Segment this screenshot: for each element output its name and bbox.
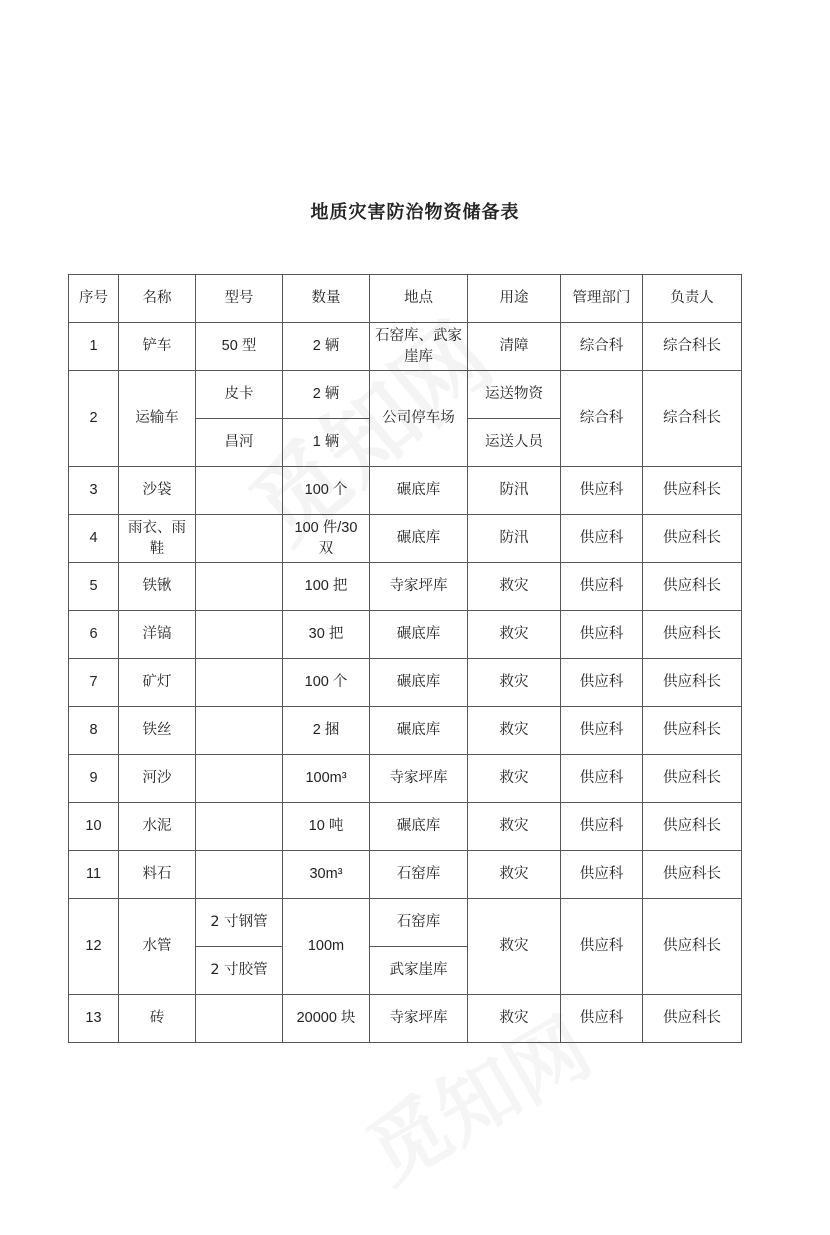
item-quantity: 2 辆 [283, 371, 370, 419]
header-row [69, 275, 742, 323]
item-quantity: 30m³ [283, 851, 370, 899]
item-use: 救灾 [468, 995, 561, 1043]
row-number: 1 [69, 323, 119, 371]
item-department: 供应科 [561, 899, 643, 995]
row-number: 10 [69, 803, 119, 851]
item-owner: 供应科长 [643, 515, 742, 563]
row-number: 7 [69, 659, 119, 707]
item-model [196, 611, 283, 659]
item-location: 碾底库 [370, 467, 468, 515]
item-model [196, 803, 283, 851]
table-row [69, 323, 742, 371]
item-model [196, 563, 283, 611]
header-cell: 序号 [69, 275, 119, 323]
item-quantity: 100m³ [283, 755, 370, 803]
row-number: 2 [69, 371, 119, 467]
item-department: 供应科 [561, 707, 643, 755]
row-number: 6 [69, 611, 119, 659]
item-model [196, 515, 283, 563]
header-cell: 数量 [283, 275, 370, 323]
item-model: 皮卡 [196, 371, 283, 419]
item-location: 寺家坪库 [370, 563, 468, 611]
item-quantity: 10 吨 [283, 803, 370, 851]
table-row [69, 707, 742, 755]
item-name: 运输车 [119, 371, 196, 467]
item-location: 碾底库 [370, 803, 468, 851]
header-cell: 型号 [196, 275, 283, 323]
item-owner: 供应科长 [643, 611, 742, 659]
item-model [196, 467, 283, 515]
table-row [69, 563, 742, 611]
item-use: 救灾 [468, 755, 561, 803]
item-name: 矿灯 [119, 659, 196, 707]
item-model [196, 707, 283, 755]
item-quantity: 2 辆 [283, 323, 370, 371]
table-row [69, 371, 742, 419]
header-cell: 地点 [370, 275, 468, 323]
table-row [69, 467, 742, 515]
item-quantity: 100 个 [283, 467, 370, 515]
item-model [196, 851, 283, 899]
item-model [196, 755, 283, 803]
header-cell: 名称 [119, 275, 196, 323]
row-number: 3 [69, 467, 119, 515]
row-number: 5 [69, 563, 119, 611]
item-owner: 供应科长 [643, 563, 742, 611]
header-cell: 负责人 [643, 275, 742, 323]
item-quantity: 100 件/30 双 [283, 515, 370, 563]
item-quantity: 100 把 [283, 563, 370, 611]
item-location: 碾底库 [370, 659, 468, 707]
item-owner: 供应科长 [643, 851, 742, 899]
item-name: 铁丝 [119, 707, 196, 755]
item-owner: 供应科长 [643, 899, 742, 995]
item-model: 50 型 [196, 323, 283, 371]
item-name: 河沙 [119, 755, 196, 803]
item-owner: 供应科长 [643, 659, 742, 707]
item-location: 石窑库、武家崖库 [370, 323, 468, 371]
item-location: 石窑库 [370, 899, 468, 947]
row-number: 12 [69, 899, 119, 995]
item-use: 清障 [468, 323, 561, 371]
item-quantity: 30 把 [283, 611, 370, 659]
item-quantity: 2 捆 [283, 707, 370, 755]
item-name: 洋镐 [119, 611, 196, 659]
row-number: 9 [69, 755, 119, 803]
item-name: 铁锹 [119, 563, 196, 611]
item-owner: 供应科长 [643, 755, 742, 803]
table-row [69, 755, 742, 803]
item-name: 雨衣、雨鞋 [119, 515, 196, 563]
item-department: 供应科 [561, 659, 643, 707]
table-row [69, 851, 742, 899]
item-location: 石窑库 [370, 851, 468, 899]
item-location: 武家崖库 [370, 947, 468, 995]
item-location: 碾底库 [370, 611, 468, 659]
item-model: 昌河 [196, 419, 283, 467]
item-use: 运送人员 [468, 419, 561, 467]
item-location: 公司停车场 [370, 371, 468, 467]
item-department: 综合科 [561, 371, 643, 467]
item-department: 供应科 [561, 755, 643, 803]
item-department: 供应科 [561, 803, 643, 851]
item-use: 防汛 [468, 467, 561, 515]
item-use: 救灾 [468, 803, 561, 851]
item-use: 救灾 [468, 659, 561, 707]
item-use: 救灾 [468, 851, 561, 899]
table-row [69, 803, 742, 851]
item-department: 供应科 [561, 851, 643, 899]
item-model [196, 659, 283, 707]
item-use: 救灾 [468, 611, 561, 659]
table-row [69, 995, 742, 1043]
item-department: 供应科 [561, 995, 643, 1043]
item-name: 铲车 [119, 323, 196, 371]
item-location: 碾底库 [370, 515, 468, 563]
item-model: 2 寸胶管 [196, 947, 283, 995]
item-quantity: 100m [283, 899, 370, 995]
item-department: 供应科 [561, 467, 643, 515]
item-location: 碾底库 [370, 707, 468, 755]
table-row [69, 659, 742, 707]
item-department: 供应科 [561, 563, 643, 611]
item-use: 运送物资 [468, 371, 561, 419]
item-owner: 供应科长 [643, 803, 742, 851]
item-use: 防汛 [468, 515, 561, 563]
row-number: 11 [69, 851, 119, 899]
row-number: 13 [69, 995, 119, 1043]
header-cell: 用途 [468, 275, 561, 323]
item-quantity: 100 个 [283, 659, 370, 707]
item-quantity: 20000 块 [283, 995, 370, 1043]
item-owner: 供应科长 [643, 467, 742, 515]
header-cell: 管理部门 [561, 275, 643, 323]
item-quantity: 1 辆 [283, 419, 370, 467]
item-department: 供应科 [561, 611, 643, 659]
item-model: 2 寸钢管 [196, 899, 283, 947]
row-number: 4 [69, 515, 119, 563]
item-name: 水管 [119, 899, 196, 995]
table-row [69, 611, 742, 659]
item-name: 料石 [119, 851, 196, 899]
item-location: 寺家坪库 [370, 995, 468, 1043]
row-number: 8 [69, 707, 119, 755]
item-name: 水泥 [119, 803, 196, 851]
item-use: 救灾 [468, 899, 561, 995]
item-department: 供应科 [561, 515, 643, 563]
item-owner: 综合科长 [643, 323, 742, 371]
item-location: 寺家坪库 [370, 755, 468, 803]
item-model [196, 995, 283, 1043]
item-use: 救灾 [468, 707, 561, 755]
document-title: 地质灾害防治物资储备表 [310, 202, 520, 223]
item-owner: 综合科长 [643, 371, 742, 467]
item-owner: 供应科长 [643, 995, 742, 1043]
table-row [69, 899, 742, 947]
item-owner: 供应科长 [643, 707, 742, 755]
item-name: 砖 [119, 995, 196, 1043]
item-use: 救灾 [468, 563, 561, 611]
item-department: 综合科 [561, 323, 643, 371]
reserve-table [68, 274, 742, 1043]
table-row [69, 515, 742, 563]
item-name: 沙袋 [119, 467, 196, 515]
